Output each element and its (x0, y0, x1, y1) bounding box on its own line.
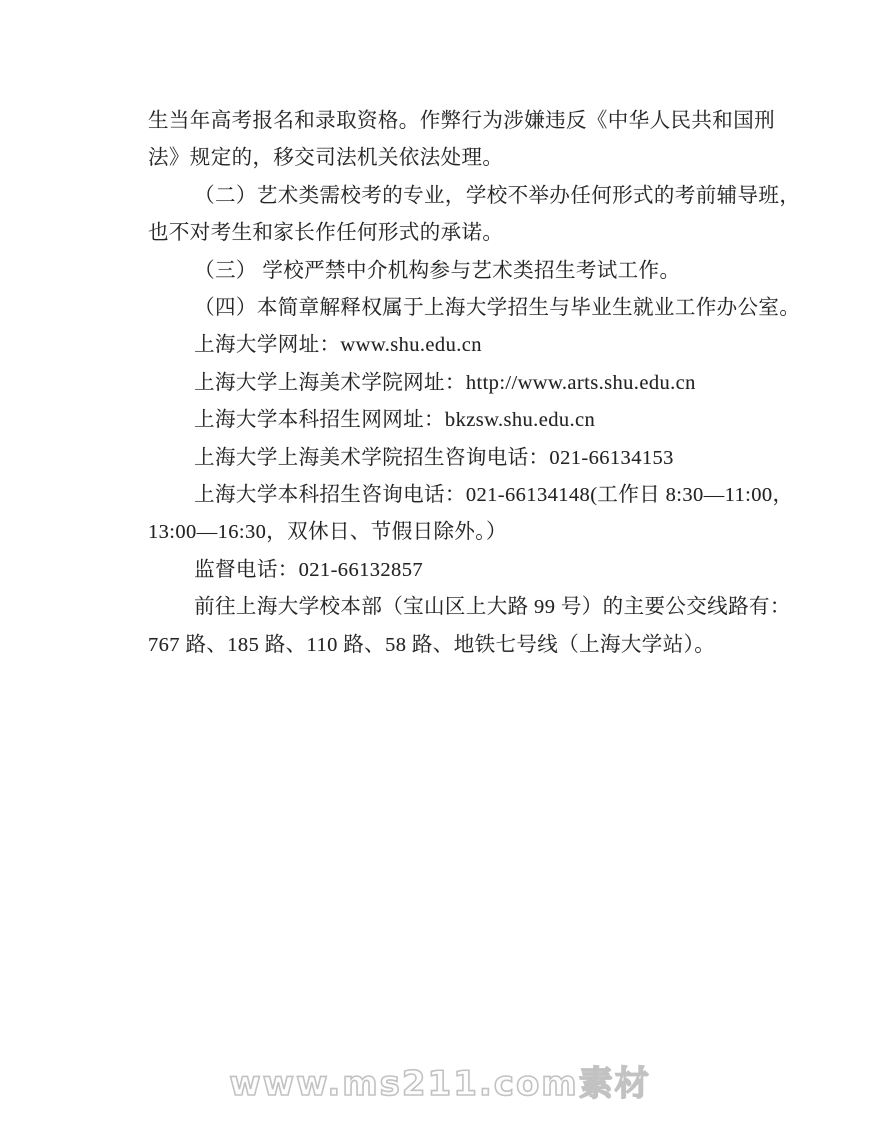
document-body-text (148, 103, 801, 664)
watermark: www.ms211.com素材 (229, 1064, 651, 1104)
text-line: 767 路、185 路、110 路、58 路、地铁七号线（上海大学站）。 (148, 633, 716, 656)
text-line: 上海大学上海美术学院网址：http://www.arts.shu.edu.cn (194, 371, 696, 394)
text-line: 13:00—16:30，双休日、节假日除外。） (148, 521, 507, 544)
text-line: （三） 学校严禁中介机构参与艺术类招生考试工作。 (194, 259, 681, 282)
text-line: 上海大学网址：www.shu.edu.cn (194, 334, 482, 357)
text-line: 法》规定的，移交司法机关依法处理。 (148, 147, 504, 170)
text-line: 生当年高考报名和录取资格。作弊行为涉嫌违反《中华人民共和国刑 (148, 110, 775, 132)
text-line: （二）艺术类需校考的专业，学校不举办任何形式的考前辅导班， (194, 184, 801, 207)
text-line: 也不对考生和家长作任何形式的承诺。 (148, 222, 504, 245)
text-line: 上海大学本科招生咨询电话：021-66134148(工作日 8:30—11:00， (194, 484, 794, 507)
text-line: （四）本简章解释权属于上海大学招生与毕业生就业工作办公室。 (194, 297, 801, 320)
text-line: 监督电话：021-66132857 (194, 558, 424, 581)
text-line: 上海大学上海美术学院招生咨询电话：021-66134153 (194, 446, 674, 469)
text-line: 上海大学本科招生网网址：bkzsw.shu.edu.cn (194, 409, 596, 432)
text-line: 前往上海大学校本部（宝山区上大路 99 号）的主要公交线路有： (194, 596, 791, 619)
